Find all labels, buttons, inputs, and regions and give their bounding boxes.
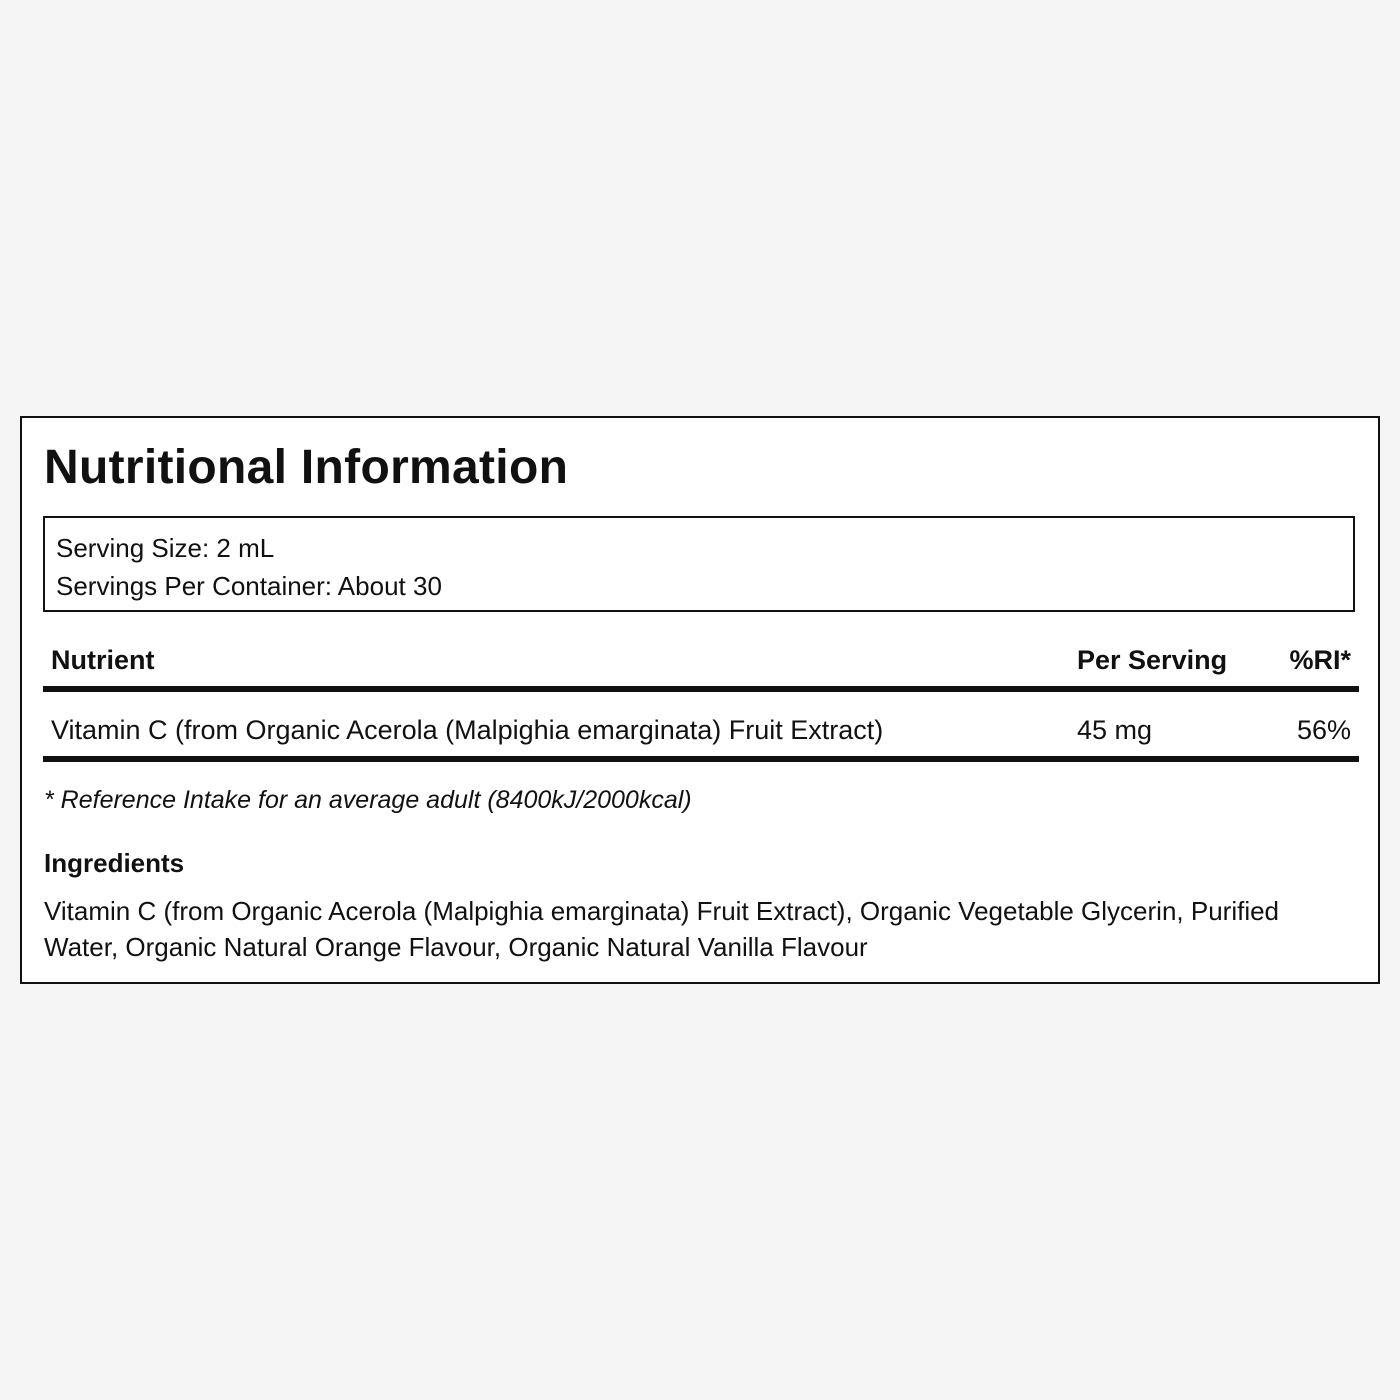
- header-ri: %RI*: [1289, 645, 1351, 675]
- header-per-serving: Per Serving: [1077, 645, 1228, 675]
- servings-per-container: Servings Per Container: About 30: [56, 571, 442, 601]
- serving-size: Serving Size: 2 mL: [56, 533, 275, 563]
- table-bottom-divider: [43, 756, 1359, 762]
- serving-info-box: [43, 516, 1355, 612]
- row-nutrient-name: Vitamin C (from Organic Acerola (Malpighia emarginata) Fruit Extract): [51, 715, 884, 745]
- row-per-serving: 45 mg: [1077, 715, 1153, 745]
- panel-title: Nutritional Information: [44, 441, 569, 494]
- ingredients-heading: Ingredients: [44, 848, 185, 878]
- row-ri: 56%: [1296, 715, 1351, 745]
- nutrition-panel: [20, 416, 1380, 984]
- header-nutrient: Nutrient: [51, 645, 155, 675]
- ingredients-list: Vitamin C (from Organic Acerola (Malpighia emarginata) Fruit Extract), Organic Vegetable Glycerin, Purified Water, Organic Natural Orange Flavour, Organic Natural Vanilla Flavour: [44, 896, 1280, 962]
- reference-intake-footnote: * Reference Intake for an average adult (8400kJ/2000kcal): [44, 786, 692, 814]
- header-divider: [43, 686, 1359, 692]
